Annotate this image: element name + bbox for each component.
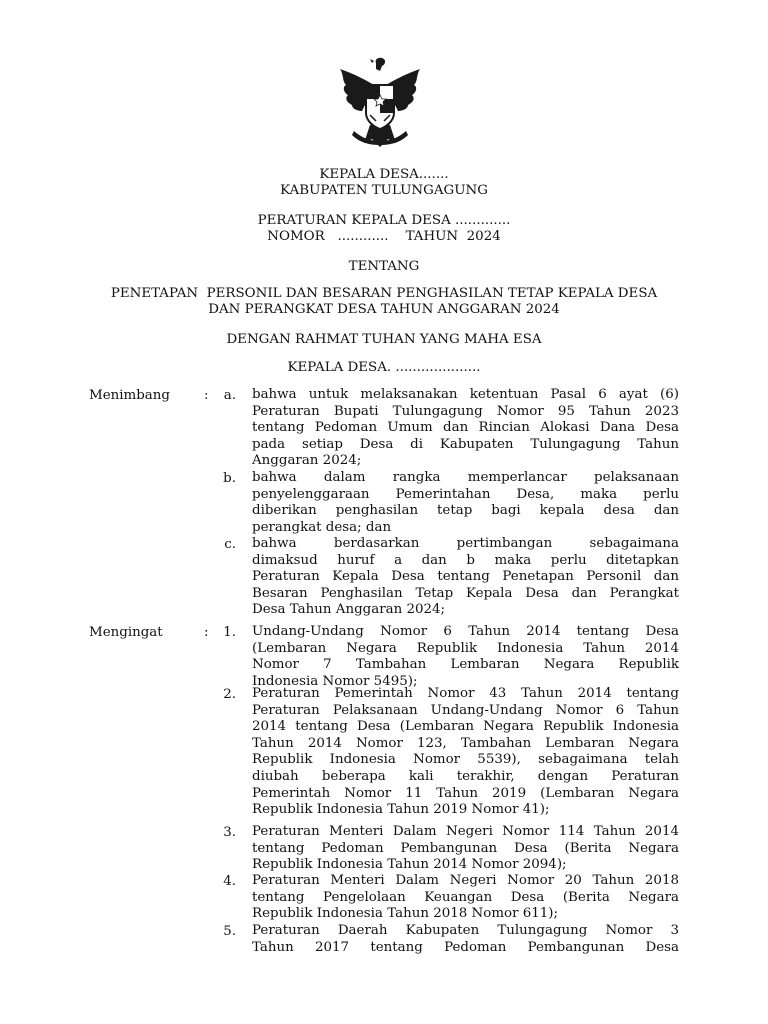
menimbang-marker-a: a. [223,388,236,403]
mengingat-item-2: Peraturan Pemerintah Nomor 43 Tahun 2014 tentang Peraturan Pelaksanaan Undang-Undang Nomor 6 Tahun 2014 tentang Desa (Lembaran Negara Republik Indonesia Tahun 2014 Nomor 123, Tambahan Lembaran Negara Republik Indonesia Nomor 5539), sebagaimana telah diubah beberapa kali terakhir, dengan Peraturan Pemerintah Nomor 11 Tahun 2019 (Lembaran Negara Republik Indonesia Tahun 2019 Nomor 41); [252,686,679,818]
mengingat-item-5: Peraturan Daerah Kabupaten Tulungagung Nomor 3 Tahun 2017 tentang Pedoman Pembangunan Desa [252,923,679,955]
menimbang-colon: : [204,388,209,403]
menimbang-item-a: bahwa untuk melaksanakan ketentuan Pasal 6 ayat (6) Peraturan Bupati Tulungagung Nomor 95 Tahun 2023 tentang Pedoman Umum dan Rincian Alokasi Dana Desa pada setiap Desa di Kabupaten Tulungagung Tahun Anggaran 2024; [252,387,679,469]
menimbang-item-b: bahwa dalam rangka memperlancar pelaksanaan penyelenggaraan Pemerintahan Desa, maka perlu diberikan penghasilan tetap bagi kepala desa dan perangkat desa; dan [252,470,679,535]
mengingat-marker-1: 1. [223,625,236,640]
heading-kepala-desa: KEPALA DESA....... [319,167,449,182]
menimbang-item-c: bahwa berdasarkan pertimbangan sebagaimana dimaksud huruf a dan b maka perlu ditetapkan Peraturan Kepala Desa tentang Penetapan Personil dan Besaran Penghasilan Tetap Kepala Desa dan Perangkat Desa Tahun Anggaran 2024; [252,536,679,618]
menimbang-label: Menimbang [89,388,170,403]
mengingat-item-4: Peraturan Menteri Dalam Negeri Nomor 20 Tahun 2018 tentang Pengelolaan Keuangan Desa (Berita Negara Republik Indonesia Tahun 2018 Nomor 611); [252,873,679,922]
mengingat-marker-3: 3. [223,825,236,840]
mengingat-item-3: Peraturan Menteri Dalam Negeri Nomor 114 Tahun 2014 tentang Pedoman Pembangunan Desa (Berita Negara Republik Indonesia Tahun 2014 Nomor 2094); [252,824,679,873]
mengingat-item-1: Undang-Undang Nomor 6 Tahun 2014 tentang Desa (Lembaran Negara Republik Indonesia Tahun 2014 Nomor 7 Tambahan Lembaran Negara Republik Indonesia Nomor 5495); [252,624,679,689]
document-title-line-1: PENETAPAN PERSONIL DAN BESARAN PENGHASILAN TETAP KEPALA DESA [110,286,658,301]
heading-nomor: NOMOR ............ TAHUN 2024 [267,229,501,244]
mengingat-colon: : [204,625,209,640]
heading-kabupaten: KABUPATEN TULUNGAGUNG [280,183,488,198]
document-title-line-2: DAN PERANGKAT DESA TAHUN ANGGARAN 2024 [208,302,560,317]
mengingat-label: Mengingat [89,625,163,640]
menimbang-marker-c: c. [224,537,236,552]
mengingat-marker-5: 5. [223,924,236,939]
heading-tentang: TENTANG [348,259,420,274]
garuda-emblem-icon [330,55,430,155]
menimbang-marker-b: b. [223,471,236,486]
mengingat-marker-2: 2. [223,687,236,702]
heading-rahmat: DENGAN RAHMAT TUHAN YANG MAHA ESA [226,332,542,347]
heading-kepala-desa-2: KEPALA DESA. .................... [287,360,481,375]
mengingat-marker-4: 4. [223,874,236,889]
heading-peraturan: PERATURAN KEPALA DESA ............. [257,213,511,228]
